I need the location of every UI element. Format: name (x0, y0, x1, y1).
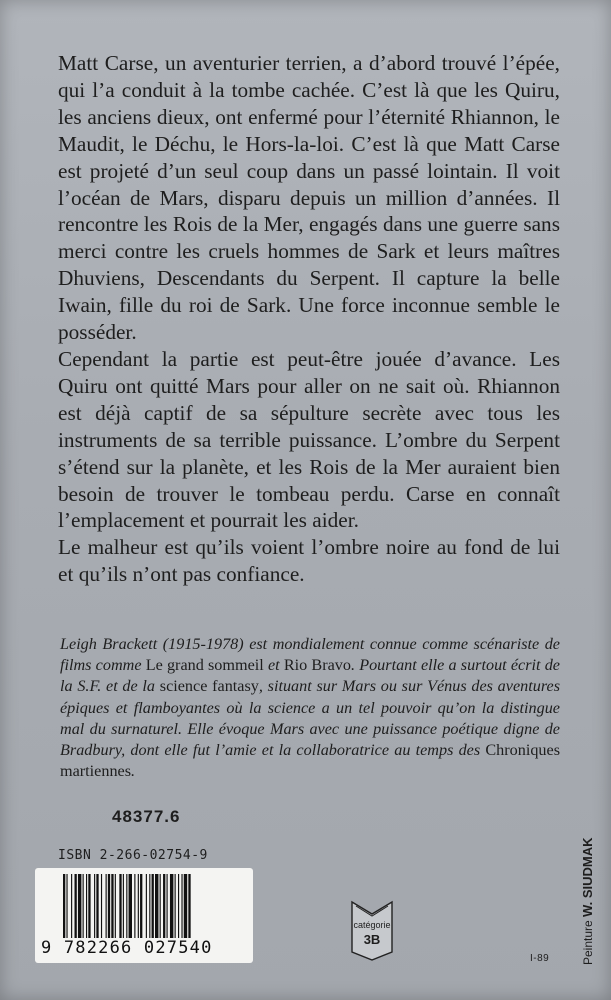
badge-shape-icon (350, 900, 394, 962)
badge-label: catégorie (353, 920, 391, 930)
credit-prefix: Peinture (581, 920, 595, 965)
bio-text: , situant sur Mars ou sur Vénus des aventures épiques et flamboyantes où la science a un tel pouvoir qu’on la distingue mal du surnaturel. Elle évoque Mars avec une puissance poétique digne de Bradbury, dont elle fut l’amie et la collaboratrice au temps des (60, 677, 561, 760)
isbn-line: ISBN 2-266-02754-9 (58, 848, 208, 863)
barcode (35, 868, 253, 963)
print-code: I-89 (530, 953, 550, 964)
author-bio (60, 634, 560, 782)
bio-film-title: Rio Bravo (283, 656, 351, 675)
bio-text: Leigh Brackett (1915-1978) est mondialement connue comme scénariste de films comme (60, 635, 560, 675)
synopsis-paragraph-3: Le malheur est qu’ils voient l’ombre noire au fond de lui et qu’ils n’ont pas confiance. (58, 535, 560, 587)
cover-art-credit (580, 838, 595, 966)
catalog-code: 48377.6 (112, 807, 181, 826)
bio-genre: science fantasy (159, 677, 259, 696)
synopsis-paragraph-1: Matt Carse, un aventurier terrien, a d’abord trouvé l’épée, qui l’a conduit à la tombe cachée. C’est là que les Quiru, les anciens dieux, ont enfermé pour l’éternité Rhiannon, le Maudit, le Déchu, le Hors-la-loi. C’est là que Matt Carse est projeté d’un seul coup dans un passé lointain. Il voit l’océan de Mars, disparu depuis un million d’années. Il rencontre les Rois de la Mer, engagés dans une guerre sans merci contre les cruels hommes de Sark et leurs maîtres Dhuviens, Descendants du Serpent. Il capture la belle Iwain, fille du roi de Sark. Une force inconnue semble le posséder. (58, 51, 560, 345)
bio-text: . (131, 762, 136, 781)
synopsis (58, 50, 560, 588)
bio-book-title: Chroniques martiennes (60, 741, 560, 781)
category-badge (350, 900, 394, 962)
bio-text: et (263, 656, 284, 675)
bio-text: . Pourtant elle a surtout écrit de la S.F. et de la (60, 656, 560, 696)
bio-film-title: Le grand sommeil (145, 656, 264, 675)
synopsis-paragraph-2: Cependant la partie est peut-être jouée d’avance. Les Quiru ont quitté Mars pour aller on ne sait où. Rhiannon est déjà captif de sa sépulture secrète avec tous les instruments de sa terrible puissance. L’ombre du Serpent s’étend sur la planète, et les Rois de la Mer auraient bien besoin de trouver le tombeau perdu. Carse en connaît l’emplacement et pourrait les aider. (58, 346, 560, 533)
barcode-bars (63, 874, 231, 938)
barcode-number: 9 782266 027540 (41, 938, 213, 958)
badge-category: 3B (363, 932, 381, 947)
credit-name: W. SIUDMAK (580, 837, 595, 917)
